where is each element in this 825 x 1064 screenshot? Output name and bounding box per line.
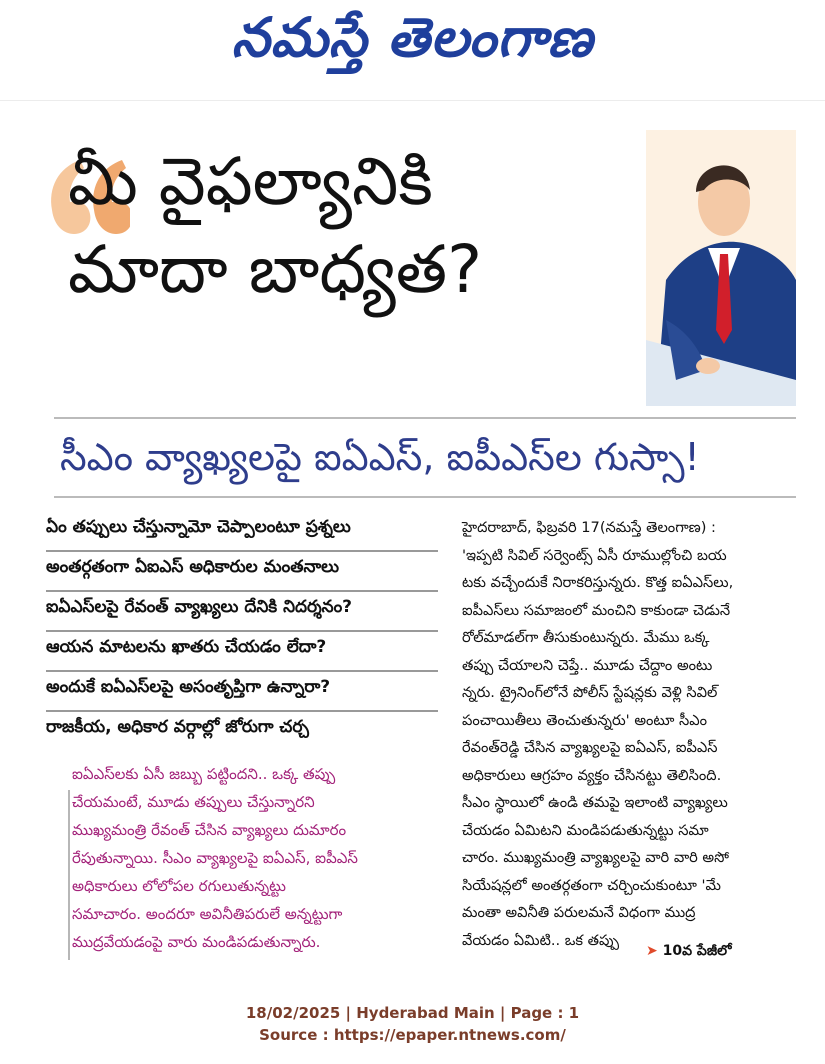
headline-line-2: మాదా బాధ్యత? [68,231,483,308]
body-line: వేయడం ఏమిటి.. ఒక తప్పు [462,931,620,949]
pullquote-bar [68,790,70,960]
highlight-item: ఏం తప్పులు చేస్తున్నామో చెప్పాలంటూ ప్రశ్నలు [46,512,438,552]
headline [68,138,628,314]
continued-label: 10వ పేజీలో [662,943,732,959]
pullquote-box [72,760,432,956]
body-line: 'ఇప్పటి సివిల్ సర్వెంట్స్ ఏసీ రూముల్లోంచి బయ [462,546,727,564]
subhead-top-rule [54,417,796,419]
businessman-writing-illustration [646,130,796,406]
body-line: ఐపీఎస్‌లు సమాజంలో మంచిని కాకుండా చెడునే [462,601,731,619]
pullquote-line: ముద్రవేయడంపై వారు మండిపడుతున్నారు. [72,933,321,951]
masthead [0,0,825,100]
article-body [462,514,798,954]
pullquote-line: అధికారులు లోలోపల రగులుతున్నట్టు [72,877,286,895]
pullquote-line: చేయమంటే, మూడు తప్పులు చేస్తున్నారని [72,793,315,811]
body-line: చేయడం ఏమిటని మండిపడుతున్నట్టు సమా [462,821,709,839]
newspaper-title: నమస్తే తెలంగాణ [231,6,594,69]
body-line: టకు వచ్చేందుకే నిరాకరిస్తున్నరు. కొత్త ఐఏఎస్‌లు, [462,574,734,591]
footer-source[interactable]: Source : https://epaper.ntnews.com/ [259,1026,566,1044]
body-line: రోల్‌మాడల్‌గా తీసుకుంటున్నరు. మేము ఒక్క [462,629,710,646]
pullquote-line: ఐఏఎస్‌లకు ఏసీ జబ్బు పట్టిందని.. ఒక్క తప్పు [72,765,336,783]
highlight-item: ఐఏఎస్‌లపై రేవంత్ వ్యాఖ్యలు దేనికి నిదర్శనం? [46,592,438,632]
body-line: అధికారులు ఆగ్రహం వ్యక్తం చేసినట్టు తెలిసింది. [462,766,722,784]
highlights-list [46,512,438,750]
body-line: మంతా అవినీతి పరులమనే విధంగా ముద్ర [462,904,696,921]
subheadline: సీఎం వ్యాఖ్యలపై ఐఏఎస్, ఐపీఎస్‌ల గుస్సా! [60,435,700,479]
continued-link[interactable] [646,943,732,962]
footer-edition-info: 18/02/2025 | Hyderabad Main | Page : 1 [245,1004,580,1022]
pullquote-line: రేపుతున్నాయి. సీఎం వ్యాఖ్యలపై ఐఏఎస్, ఐపీఎస్ [72,849,358,867]
body-line: తప్పు చేయాలని చెప్తే.. మూడు చేద్దాం అంటు [462,656,713,674]
masthead-divider [0,100,825,101]
body-line: సియేషన్లలో అంతర్గతంగా చర్చించుకుంటూ 'మే [462,876,721,894]
pullquote-line: సమాచారం. అందరూ అవినీతిపరులే అన్నట్టుగా [72,905,343,923]
body-line: పంచాయితీలు తెంచుతున్నరు' అంటూ సీఎం [462,711,708,729]
headline-line-1: మీ వైఫల్యానికి [68,143,433,220]
body-line: హైదరాబాద్, ఫిబ్రవరి 17(నమస్తే తెలంగాణ) : [462,519,716,536]
subhead-bottom-rule [54,496,796,498]
highlight-item: రాజకీయ, అధికార వర్గాల్లో జోరుగా చర్చ [46,717,309,737]
arrow-right-icon: ➤ [646,943,658,959]
body-line: సీఎం స్థాయిలో ఉండి తమపై ఇలాంటి వ్యాఖ్యలు [462,794,728,811]
highlight-item: ఆయన మాటలను ఖాతరు చేయడం లేదా? [46,632,438,672]
body-line: చారం. ముఖ్యమంత్రి వ్యాఖ్యలపై వారి వారి అసో [462,849,729,866]
highlight-item: అంతర్గతంగా ఏఐఎస్ అధికారుల మంతనాలు [46,552,438,592]
highlight-item: అందుకే ఐఏఎస్‌లపై అసంతృప్తిగా ఉన్నారా? [46,672,438,712]
body-line: న్నరు. ట్రైనింగ్‌లోనే పోలీస్ స్టేషన్లకు వెళ్లి సివిల్ [462,684,718,701]
body-line: రేవంత్‌రెడ్డి చేసిన వ్యాఖ్యలపై ఐఏఎస్, ఐపీఎస్ [462,739,718,756]
pullquote-line: ముఖ్యమంత్రి రేవంత్ చేసిన వ్యాఖ్యలు దుమారం [72,821,347,839]
